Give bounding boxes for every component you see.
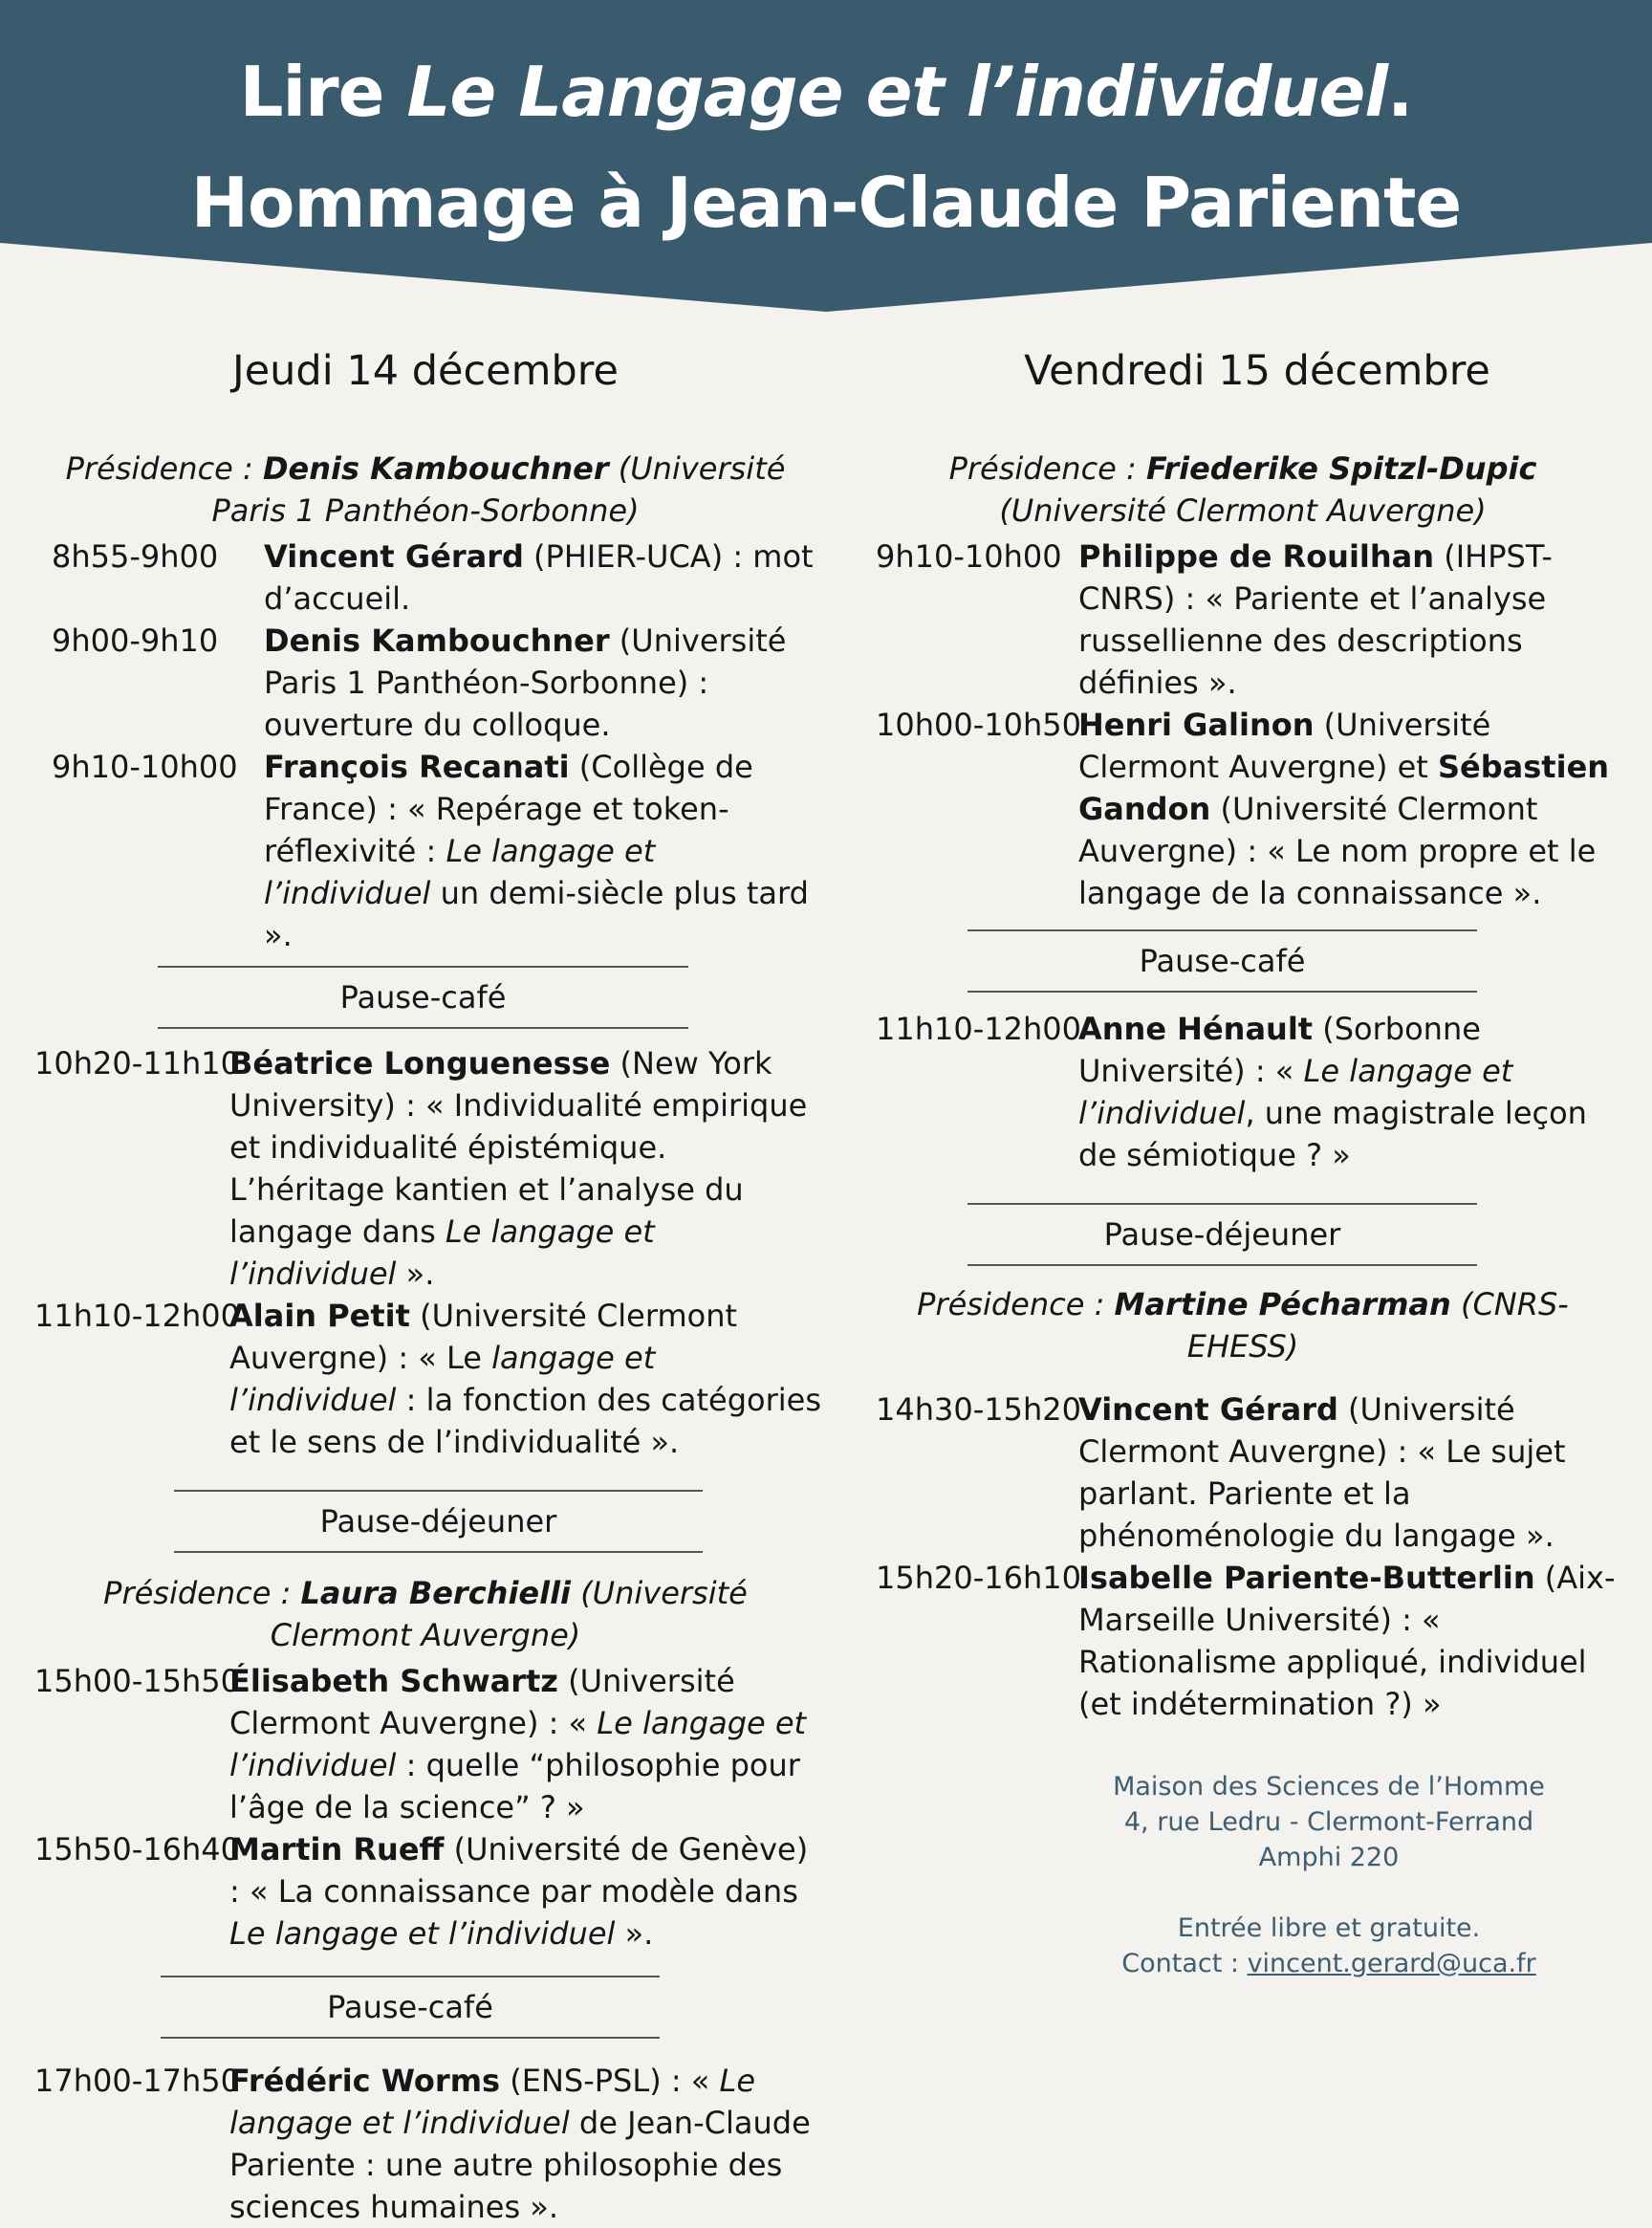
venue-info: [994, 1769, 1652, 1981]
talk-time: 9h00-9h10: [52, 623, 219, 659]
talk-body: Frédéric Worms (ENS-PSL) : « Le langage et l’individuel de Jean-Claude Pariente : une autre philosophie des sciences humaines ».: [229, 2063, 811, 2225]
day2-talks-morning: [870, 535, 1625, 914]
venue-address: 4, rue Ledru - Clermont-Ferrand: [1123, 1807, 1534, 1837]
talk-time: 8h55-9h00: [52, 538, 219, 575]
talk-entry: [29, 1828, 822, 1955]
venue-room: Amphi 220: [1258, 1843, 1400, 1872]
talk-entry: [870, 535, 1625, 704]
talk-entry: [29, 1660, 822, 1828]
venue-name: Maison des Sciences de l’Homme: [1113, 1772, 1545, 1802]
talk-entry: [29, 620, 822, 746]
talk-body: Philippe de Rouilhan (IHPST-CNRS) : « Pariente et l’analyse russellienne des descriptions définies ».: [1078, 538, 1553, 701]
title-line-2: Hommage à Jean-Claude Pariente: [190, 163, 1462, 243]
header-banner: [0, 0, 1652, 312]
venue-admission: Entrée libre et gratuite.: [1177, 1913, 1481, 1943]
day1-presidence-morning: Présidence : Denis Kambouchner (Université Paris 1 Panthéon-Sorbonne): [65, 450, 786, 529]
talk-entry: [29, 1295, 822, 1463]
talk-body: Isabelle Pariente-Butterlin (Aix-Marseille Université) : « Rationalisme appliqué, individuel (et indétermination ?) »: [1078, 1560, 1616, 1722]
day2-talks-late-morning: [870, 1008, 1625, 1176]
talk-entry: [29, 746, 822, 956]
talk-time: 15h50-16h40: [34, 1831, 240, 1868]
contact-email-link[interactable]: vincent.gerard@uca.fr: [1247, 1949, 1536, 1978]
day2-presidence-morning: Présidence : Friederike Spitzl-Dupic (Université Clermont Auvergne): [948, 450, 1537, 529]
talk-time: 15h20-16h10: [876, 1560, 1081, 1596]
talk-body: Vincent Gérard (PHIER-UCA) : mot d’accueil.: [264, 538, 814, 617]
book-title: Le Langage et l’individuel: [406, 52, 1388, 132]
talk-entry: [870, 1008, 1625, 1176]
talk-body: Alain Petit (Université Clermont Auvergne) : « Le langage et l’individuel : la fonction des catégories et le sens de l’individualité ».: [229, 1298, 821, 1460]
day1-pause-cafe-2: Pause-café: [161, 1976, 660, 2039]
day2-pause-dejeuner: Pause-déjeuner: [967, 1203, 1477, 1266]
title-line-1: Lire Le Langage et l’individuel.: [239, 52, 1413, 132]
talk-time: 9h10-10h00: [52, 749, 238, 785]
talk-entry: [870, 704, 1625, 914]
venue-contact: Contact : vincent.gerard@uca.fr: [1121, 1949, 1536, 1978]
day1-heading: Jeudi 14 décembre: [232, 347, 619, 395]
day2-column: [870, 344, 1625, 1725]
day1-talks-afternoon: [29, 1660, 822, 1955]
talk-time: 14h30-15h20: [876, 1391, 1081, 1428]
talk-body: Vincent Gérard (Université Clermont Auvergne) : « Le sujet parlant. Pariente et la phénoménologie du langage ».: [1078, 1391, 1566, 1554]
page-title: [0, 36, 1652, 258]
day1-column: [29, 344, 822, 2228]
talk-time: 9h10-10h00: [876, 538, 1062, 575]
talk-entry: [870, 1557, 1625, 1725]
talk-time: 11h10-12h00: [876, 1011, 1081, 1047]
talk-entry: [29, 535, 822, 620]
day1-talks-morning: [29, 535, 822, 956]
talk-body: Denis Kambouchner (Université Paris 1 Panthéon-Sorbonne) : ouverture du colloque.: [264, 623, 787, 743]
day2-presidence-afternoon: Présidence : Martine Pécharman (CNRS-EHESS): [917, 1286, 1569, 1365]
day1-talks-late-morning: [29, 1042, 822, 1463]
talk-time: 17h00-17h50: [34, 2063, 240, 2099]
day2-heading: Vendredi 15 décembre: [1024, 347, 1490, 395]
talk-body: Henri Galinon (Université Clermont Auvergne) et Sébastien Gandon (Université Clermont Auvergne) : « Le nom propre et le langage de la connaissance ».: [1078, 707, 1610, 911]
day2-pause-cafe: Pause-café: [967, 929, 1477, 993]
talk-body: Anne Hénault (Sorbonne Université) : « Le langage et l’individuel, une magistrale leçon de sémiotique ? »: [1078, 1011, 1587, 1173]
talk-entry: [29, 1042, 822, 1295]
talk-time: 11h10-12h00: [34, 1298, 240, 1334]
day1-presidence-afternoon: Présidence : Laura Berchielli (Université Clermont Auvergne): [103, 1575, 748, 1653]
day1-pause-dejeuner: Pause-déjeuner: [174, 1490, 703, 1553]
talk-body: Martin Rueff (Université de Genève) : « La connaissance par modèle dans Le langage et l’individuel ».: [229, 1831, 809, 1952]
talk-time: 15h00-15h50: [34, 1663, 240, 1699]
day2-talks-afternoon: [870, 1388, 1625, 1725]
talk-time: 10h20-11h10: [34, 1045, 240, 1081]
talk-time: 10h00-10h50: [876, 707, 1081, 743]
talk-body: Béatrice Longuenesse (New York University) : « Individualité empirique et individualité épistémique. L’héritage kantien et l’analyse du langage dans Le langage et l’individuel ».: [229, 1045, 808, 1292]
talk-entry: [870, 1388, 1625, 1557]
day1-pause-cafe-1: Pause-café: [158, 966, 688, 1029]
talk-body: Élisabeth Schwartz (Université Clermont Auvergne) : « Le langage et l’individuel : quelle “philosophie pour l’âge de la science” ? »: [229, 1663, 807, 1825]
talk-body: François Recanati (Collège de France) : « Repérage et token-réflexivité : Le langage et l’individuel un demi-siècle plus tard ».: [264, 749, 809, 953]
